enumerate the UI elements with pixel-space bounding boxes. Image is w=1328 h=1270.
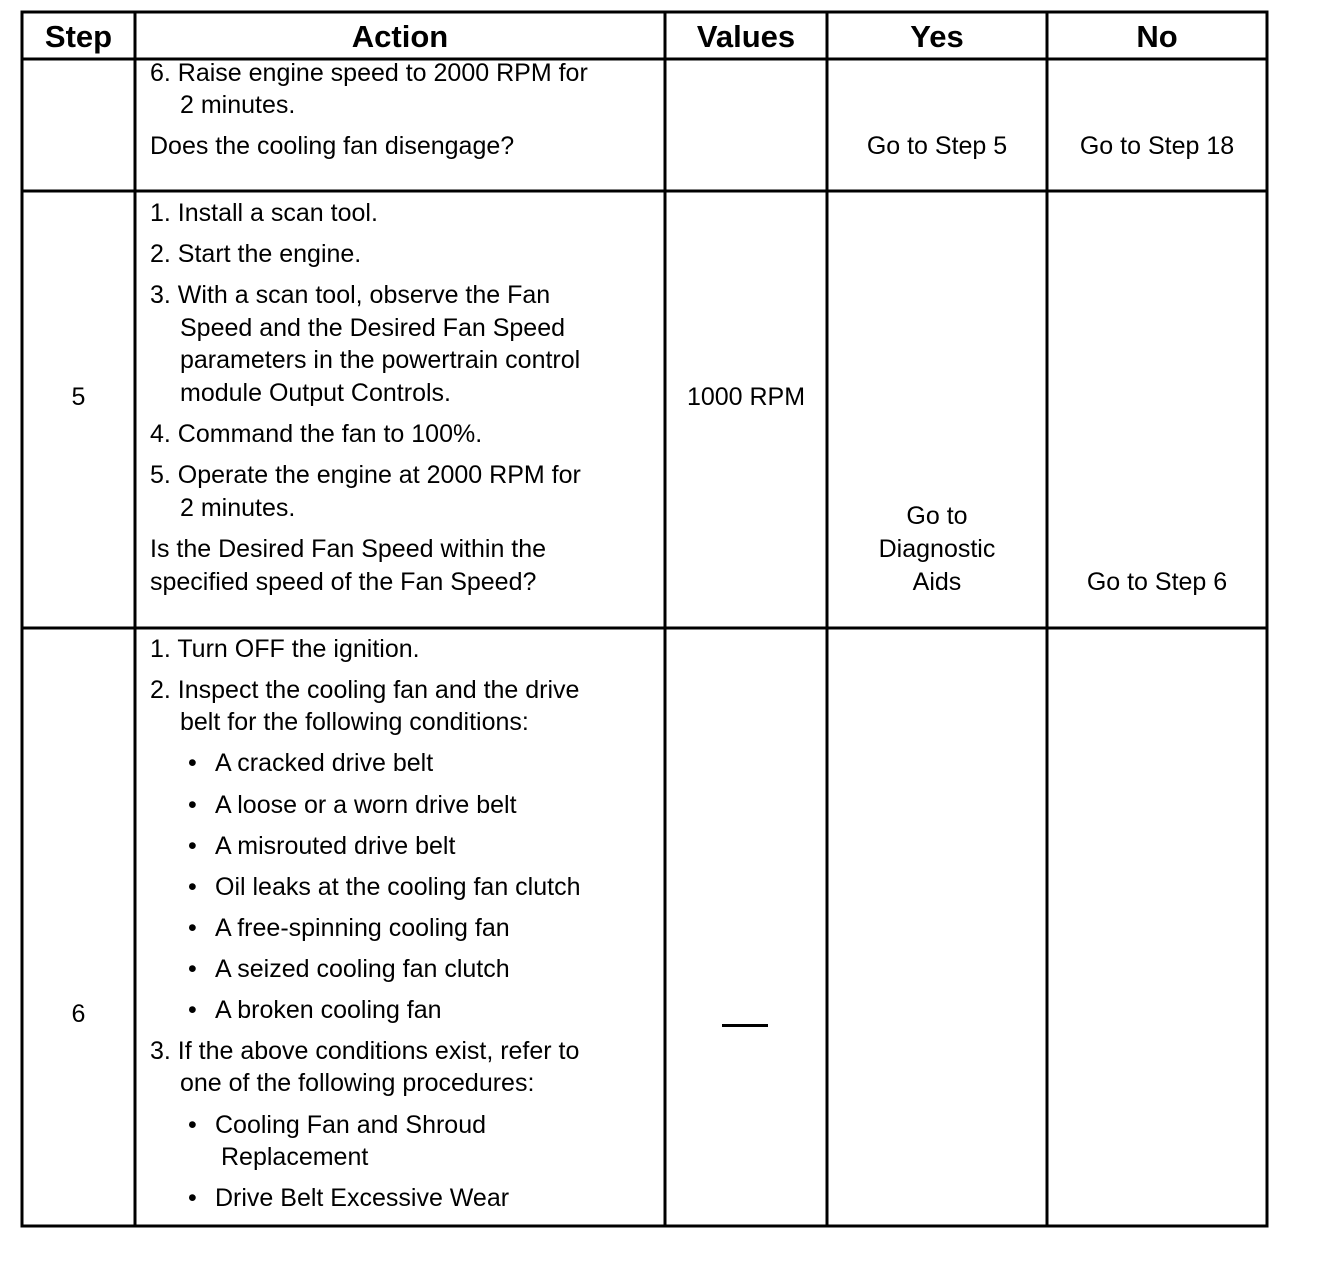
action-line: 1. Install a scan tool.	[150, 199, 378, 227]
no-cell: Go to Step 18	[1079, 132, 1235, 160]
action-question: specified speed of the Fan Speed?	[150, 568, 537, 596]
header-no: No	[1136, 19, 1178, 54]
action-line: 2. Inspect the cooling fan and the drive	[150, 676, 580, 704]
step-number: 5	[71, 383, 86, 411]
values-cell: 1000 RPM	[686, 383, 806, 411]
action-line: module Output Controls.	[180, 379, 451, 407]
header-yes: Yes	[910, 19, 964, 54]
header-step: Step	[44, 19, 113, 54]
list-item: A loose or a worn drive belt	[215, 791, 517, 819]
bullet: •	[188, 996, 197, 1024]
list-item: Oil leaks at the cooling fan clutch	[215, 873, 581, 901]
no-cell: Go to Step 6	[1086, 568, 1228, 596]
action-line: 5. Operate the engine at 2000 RPM for	[150, 461, 581, 489]
header-values: Values	[696, 19, 796, 54]
action-line: 2 minutes.	[180, 494, 296, 522]
bullet: •	[188, 832, 197, 860]
action-line: 4. Command the fan to 100%.	[150, 420, 483, 448]
action-line: 3. With a scan tool, observe the Fan	[150, 281, 551, 309]
yes-cell: Go to	[906, 502, 968, 530]
list-item: A seized cooling fan clutch	[215, 955, 510, 983]
list-item: A broken cooling fan	[215, 996, 442, 1024]
list-item: A cracked drive belt	[215, 749, 434, 777]
action-question: Does the cooling fan disengage?	[150, 132, 515, 160]
action-line: 2 minutes.	[180, 91, 296, 119]
header-action: Action	[351, 19, 449, 54]
yes-cell: Go to Step 5	[866, 132, 1008, 160]
action-line: 2. Start the engine.	[150, 240, 362, 268]
list-item: Drive Belt Excessive Wear	[215, 1184, 510, 1212]
action-line: 6. Raise engine speed to 2000 RPM for	[150, 59, 588, 87]
list-item: A misrouted drive belt	[215, 832, 456, 860]
bullet: •	[188, 749, 197, 777]
bullet: •	[188, 873, 197, 901]
action-line: one of the following procedures:	[180, 1069, 535, 1097]
action-line: Speed and the Desired Fan Speed	[180, 314, 565, 342]
action-line: 1. Turn OFF the ignition.	[150, 635, 420, 663]
yes-cell: Aids	[912, 568, 962, 596]
bullet: •	[188, 1111, 197, 1139]
list-item: Replacement	[221, 1143, 369, 1171]
step-number: 6	[71, 1000, 86, 1028]
list-item: Cooling Fan and Shroud	[215, 1111, 487, 1139]
values-dash	[722, 1024, 768, 1027]
action-line: parameters in the powertrain control	[180, 346, 581, 374]
bullet: •	[188, 955, 197, 983]
bullet: •	[188, 914, 197, 942]
action-line: 3. If the above conditions exist, refer to	[150, 1037, 580, 1065]
bullet: •	[188, 791, 197, 819]
yes-cell: Diagnostic	[878, 535, 996, 563]
action-line: belt for the following conditions:	[180, 708, 529, 736]
bullet: •	[188, 1184, 197, 1212]
list-item: A free-spinning cooling fan	[215, 914, 510, 942]
action-question: Is the Desired Fan Speed within the	[150, 535, 547, 563]
